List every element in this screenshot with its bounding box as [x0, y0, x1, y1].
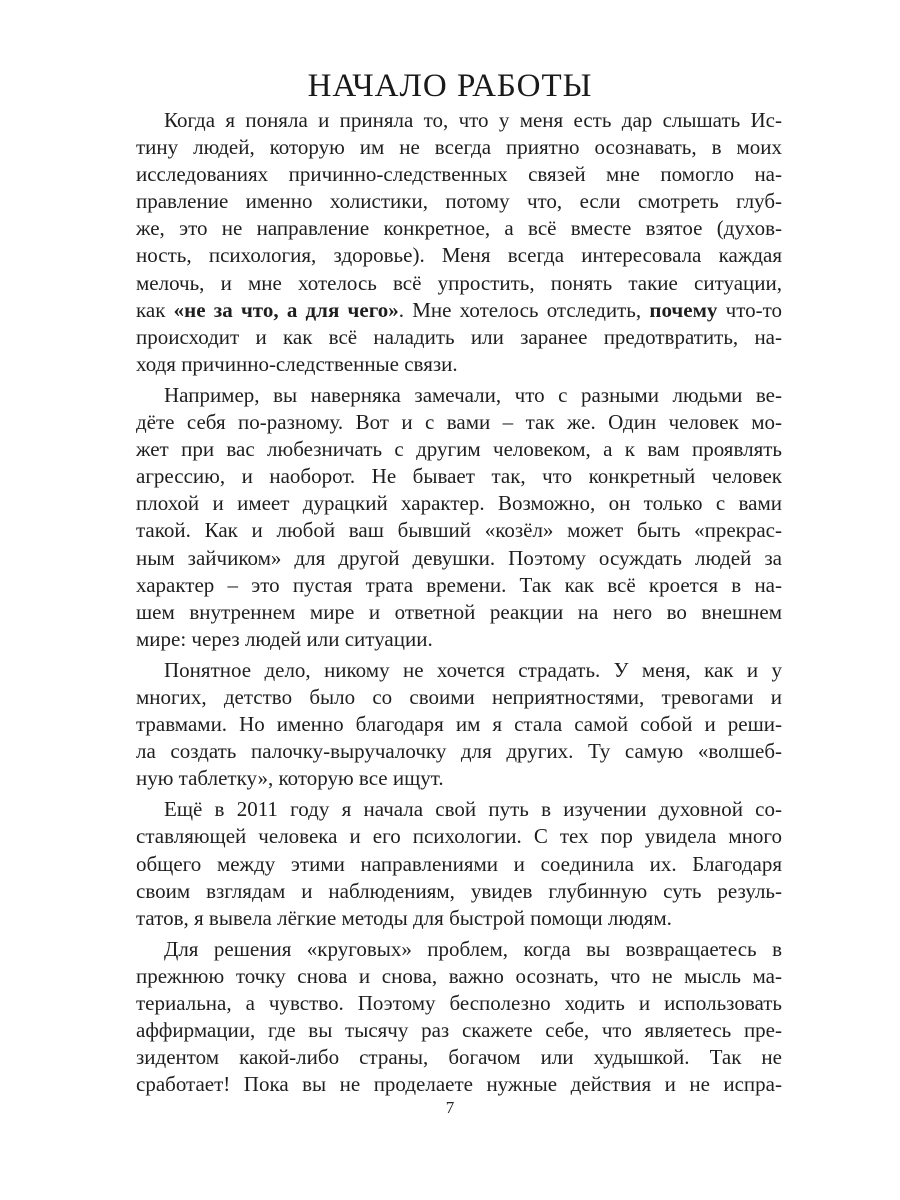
text-line: агрессию, и наоборот. Не бывает так, что конкретный человек: [136, 464, 782, 489]
text-line: мире: через людей или ситуации.: [136, 626, 433, 651]
paragraph: [136, 107, 782, 378]
text-line: тину людей, которую им не всегда приятно осознавать, в моих: [136, 135, 782, 160]
text-line: Ещё в 2011 году я начала свой путь в изучении духовной со-: [164, 797, 782, 822]
bold-word: почему: [649, 297, 718, 322]
text-line: сработает! Пока вы не проделаете нужные действия и не испра-: [136, 1072, 782, 1097]
text-line: ходя причинно-следственные связи.: [136, 351, 458, 376]
text-line: исследованиях причинно-следственных связей мне помогло на-: [136, 162, 782, 187]
text-line: правление именно холистики, потому что, если смотреть глуб-: [136, 189, 782, 214]
text-line: ставляющей человека и его психологии. С тех пор увидела много: [136, 824, 782, 849]
text-line: жет при вас любезничать с другим человеком, а к вам проявлять: [136, 437, 782, 462]
bold-phrase: «не за что, а для чего»: [173, 297, 399, 322]
text-line: многих, детство было со своими неприятностями, тревогами и: [136, 684, 782, 709]
text-line: же, это не направление конкретное, а всё вместе взятое (духов-: [136, 216, 782, 241]
text-line: Когда я поняла и приняла то, что у меня есть дар слышать Ис-: [164, 108, 782, 132]
text-line: зидентом какой-либо страны, богачом или худышкой. Так не: [136, 1045, 782, 1070]
text-line: как «не за что, а для чего». Мне хотелось отследить, почему что-то: [136, 297, 782, 322]
text-line: шем внутреннем мире и ответной реакции на него во внешнем: [136, 599, 782, 624]
paragraph: [136, 936, 782, 1099]
text-line: ным зайчиком» для другой девушки. Поэтому осуждать людей за: [136, 545, 782, 570]
text-line: ность, психология, здоровье). Меня всегда интересовала каждая: [136, 243, 782, 268]
text-line: ную таблетку», которую все ищут.: [136, 766, 444, 791]
text-line: аффирмации, где вы тысячу раз скажете себе, что являетесь пре-: [136, 1018, 782, 1043]
paragraph: [136, 796, 782, 931]
text-line: ла создать палочку-выручалочку для других. Ту самую «волшеб-: [136, 739, 782, 764]
text-line: своим взглядам и наблюдениям, увидев глубинную суть резуль-: [136, 878, 782, 903]
text-line: Например, вы наверняка замечали, что с разными людьми ве-: [164, 382, 782, 407]
text-line: происходит и как всё наладить или заранее предотвратить, на-: [136, 324, 782, 349]
text-line: травмами. Но именно благодаря им я стала самой собой и реши-: [136, 712, 782, 737]
text-line: такой. Как и любой ваш бывший «козёл» может быть «прекрас-: [136, 518, 782, 543]
text-line: прежнюю точку снова и снова, важно осознать, что не мысль ма-: [136, 963, 782, 988]
text-line: характер – это пустая трата времени. Так как всё кроется в на-: [136, 572, 782, 597]
text-line: общего между этими направлениями и соединила их. Благодаря: [136, 851, 782, 876]
chapter-title: НАЧАЛО РАБОТЫ: [307, 68, 593, 104]
text-line: териальна, а чувство. Поэтому бесполезно ходить и использовать: [136, 991, 782, 1015]
page-number: 7: [445, 1098, 455, 1117]
body-text: [136, 107, 782, 1102]
text-line: татов, я вывела лёгкие методы для быстрой помощи людям.: [136, 905, 672, 930]
text-line: дёте себя по-разному. Вот и с вами – так же. Один человек мо-: [136, 410, 782, 435]
paragraph: [136, 657, 782, 792]
text-line: плохой и имеет дурацкий характер. Возможно, он только с вами: [136, 491, 782, 516]
paragraph: [136, 382, 782, 653]
text-line: Для решения «круговых» проблем, когда вы возвращаетесь в: [164, 936, 782, 961]
text-line: мелочь, и мне хотелось всё упростить, понять такие ситуации,: [136, 270, 782, 295]
text-line: Понятное дело, никому не хочется страдать. У меня, как и у: [164, 657, 782, 682]
